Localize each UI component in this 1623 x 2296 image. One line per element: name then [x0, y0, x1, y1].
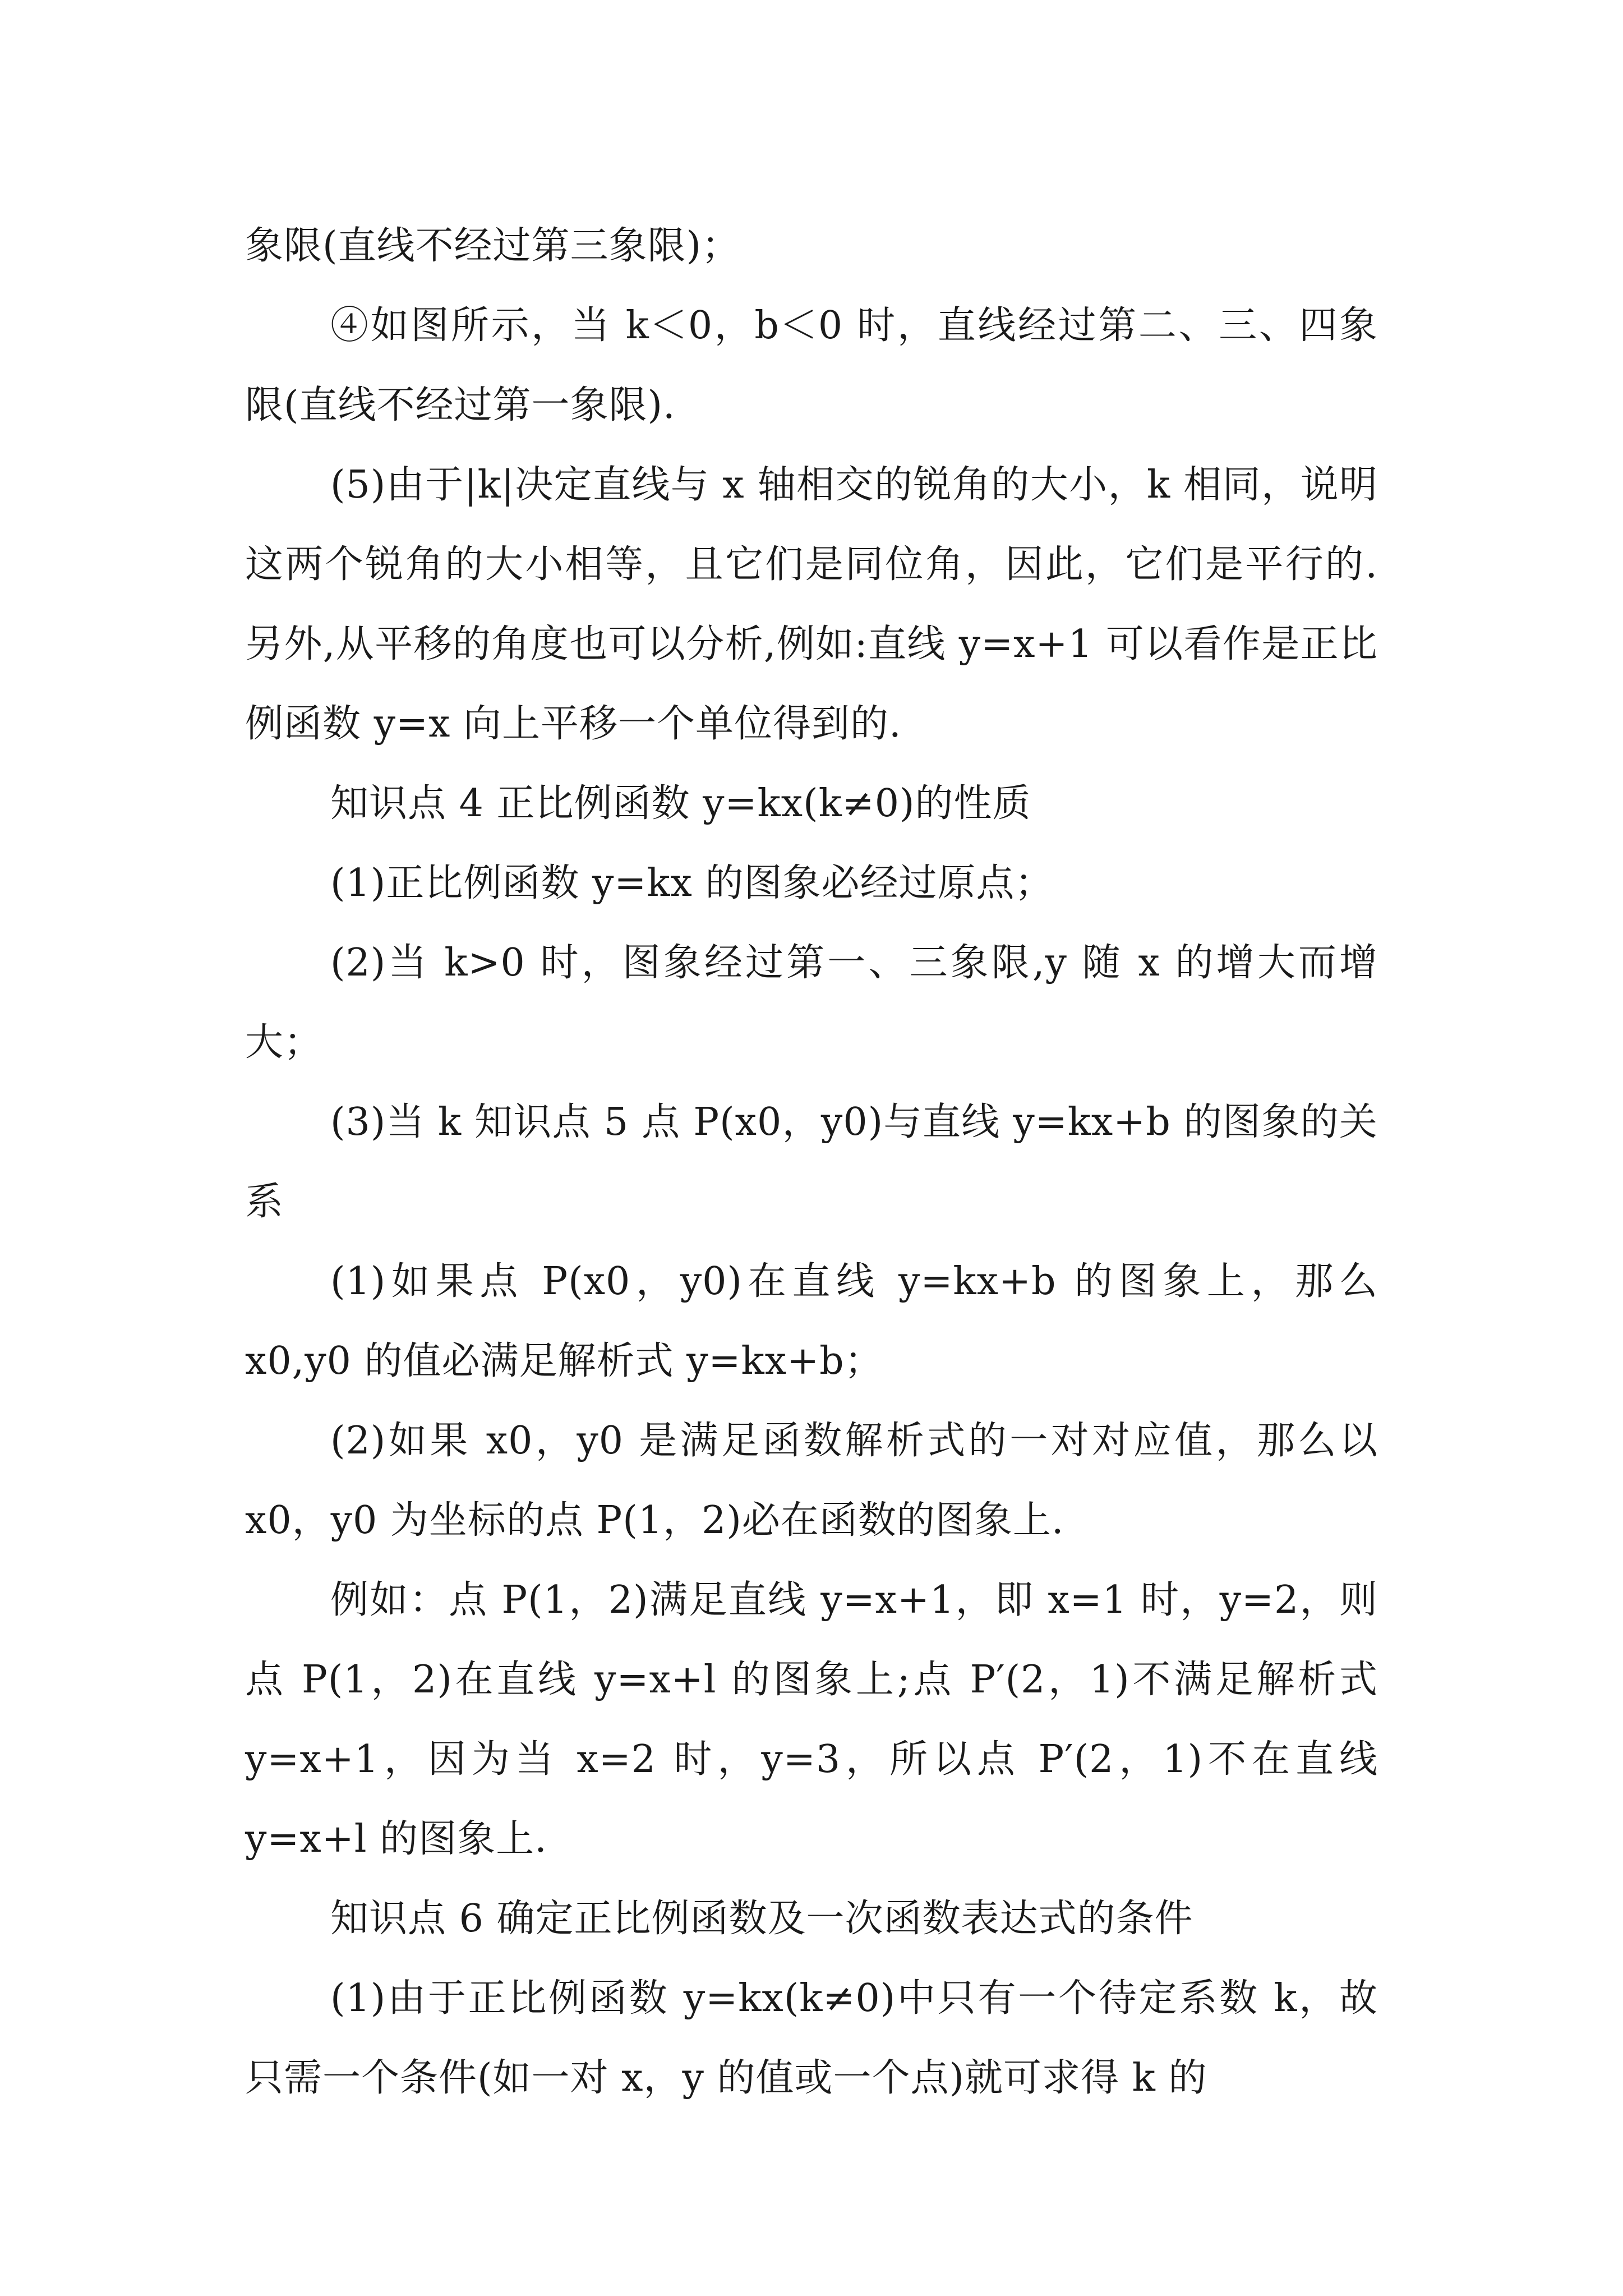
paragraph-example: 例如：点 P(1，2)满足直线 y=x+1，即 x=1 时，y=2，则点 P(1，2)在直线 y=x+l 的图象上;点 P′(2，1)不满足解析式 y=x+1，因为当 x=2 时，y=3，所以点 P′(2，1)不在直线 y=x+l 的图象上.	[245, 1578, 1378, 1861]
paragraph-property-1: (1)正比例函数 y=kx 的图象必经过原点；	[330, 861, 1054, 905]
paragraph-determine-k: (1)由于正比例函数 y=kx(k≠0)中只有一个待定系数 k，故只需一个条件(如一对 x，y 的值或一个点)就可求得 k 的	[245, 1976, 1378, 2100]
paragraph-case-four: ④如图所示，当 k＜0，b＜0 时，直线经过第二、三、四象限(直线不经过第一象限).	[245, 303, 1378, 427]
paragraph-parallel-lines: (5)由于|k|决定直线与 x 轴相交的锐角的大小，k 相同，说明这两个锐角的大小相等，且它们是同位角，因此，它们是平行的.另外,从平移的角度也可以分析,例如:直线 y=x+1 可以看作是正比例函数 y=x 向上平移一个单位得到的.	[245, 463, 1378, 746]
paragraph-point-on-line: (1)如果点 P(x0，y0)在直线 y=kx+b 的图象上，那么 x0,y0 的值必满足解析式 y=kx+b；	[245, 1259, 1378, 1383]
paragraph-coordinate-pair: (2)如果 x0，y0 是满足函数解析式的一对对应值，那么以 x0，y0 为坐标的点 P(1，2)必在函数的图象上.	[245, 1419, 1378, 1543]
document-body	[245, 206, 1378, 2118]
heading-knowledge-point-5: (3)当 k 知识点 5 点 P(x0，y0)与直线 y=kx+b 的图象的关系	[245, 1100, 1378, 1224]
paragraph-quadrant-continuation: 象限(直线不经过第三象限)；	[245, 224, 741, 268]
heading-knowledge-point-4: 知识点 4 正比例函数 y=kx(k≠0)的性质	[330, 781, 1031, 826]
paragraph-property-2: (2)当 k>0 时，图象经过第一、三象限,y 随 x 的增大而增大；	[245, 941, 1378, 1065]
heading-knowledge-point-6: 知识点 6 确定正比例函数及一次函数表达式的条件	[330, 1897, 1193, 1941]
